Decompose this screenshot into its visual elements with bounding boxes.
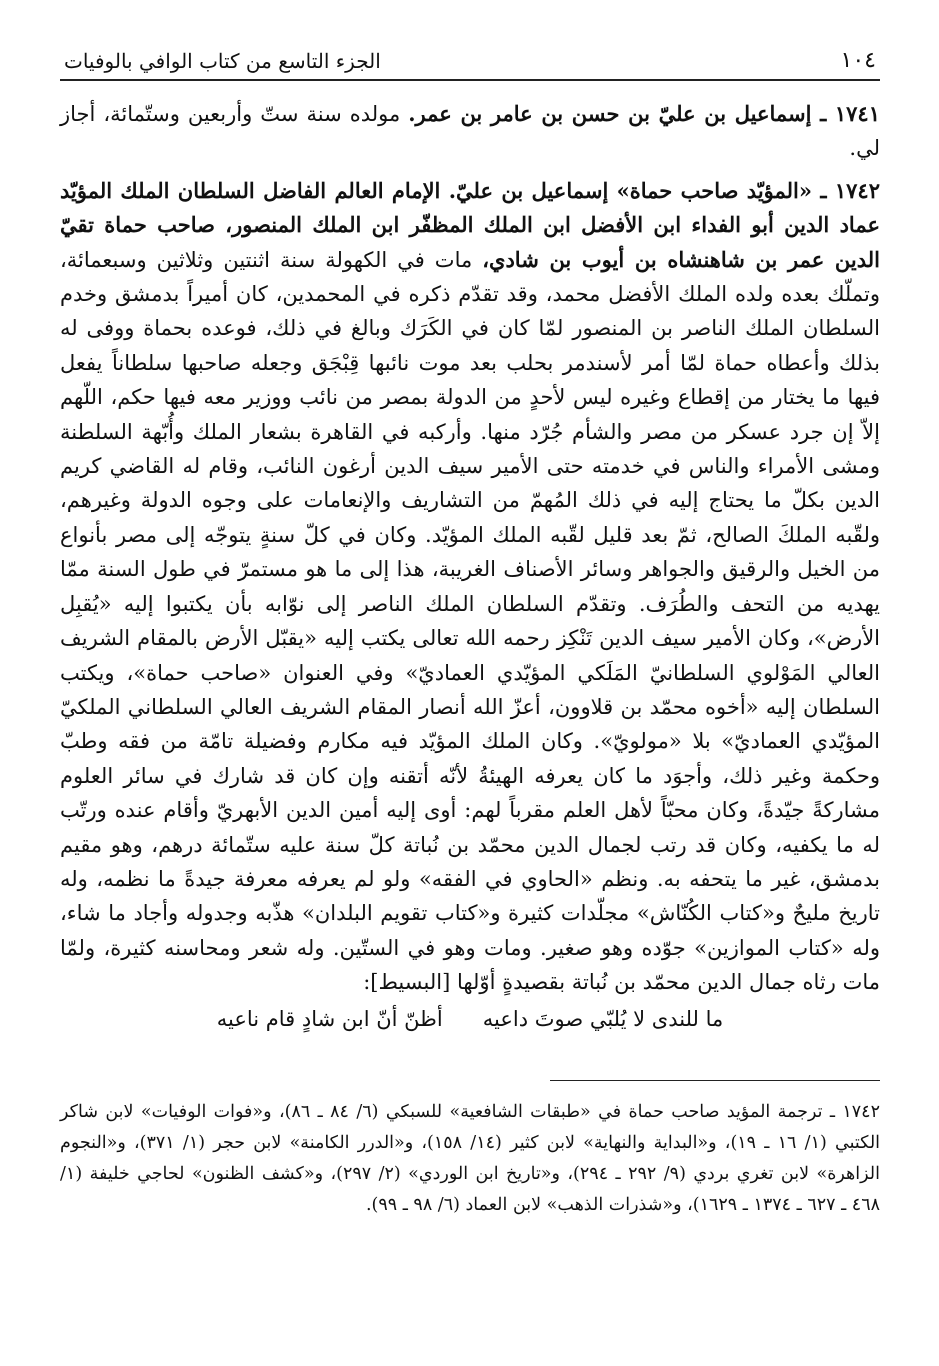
entry-1742 (60, 174, 880, 1000)
running-title: الجزء التاسع من كتاب الوافي بالوفيات (64, 49, 381, 73)
poem-verse (60, 1002, 880, 1036)
verse-hemistich-1: ما للندى لا يُلبّي صوتَ داعيه (482, 1006, 724, 1031)
footnote-text: ١٧٤٢ ـ ترجمة المؤيد صاحب حماة في «طبقات الشافعية» للسبكي (٦/ ٨٤ ـ ٨٦)، و«فوات الوفيات» لابن شاكر الكتبي (١/ ١٦ ـ ١٩)، و«البداية والنهاية» لابن كثير (١٤/ ١٥٨)، و«الدرر الكامنة» لابن حجر (١/ ٣٧١)، و«النجوم الزاهرة» لابن تغري بردي (٩/ ٢٩٢ ـ ٢٩٤)، و«تاريخ ابن الوردي» (٢/ ٢٩٧)، و«كشف الظنون» لحاجي خليفة (١/ ٤٦٨ ـ ٦٢٧ ـ ١٣٧٤ ـ ١٦٢٩)، و«شذرات الذهب» لابن العماد (٦/ ٩٨ ـ ٩٩). (60, 1101, 881, 1215)
footnote (60, 1097, 880, 1221)
running-header (60, 48, 880, 81)
main-text (60, 97, 880, 1036)
entry-text: مات في الكهولة سنة اثنتين وثلاثين وسبعمائة، وتملّك بعده ولده الملك الأفضل محمد، وقد تقدّم ذكره في المحمدين، كان أميراً بدمشق وخدم السلطان الملك الناصر بن المنصور لمّا كان في الكَرَك وبالغ في ذلك، فوعده بحماة ووفى له بذلك وأعطاه حماة لمّا أمر لأسندمر بحلب بعد موت نائبها قِبْجَق وجعله صاحبها سلطاناً يفعل فيها ما يختار من إقطاع وغيره ليس لأحدٍ من الدولة بمصر من نائب ووزير معه فيها حكم، اللّهم إلاّ إن جرد عسكر من مصر والشأم جُرّد منها. وأركبه في القاهرة بشعار الملك وأُبّهة السلطنة ومشى الأمراء والناس في خدمته حتى الأمير سيف الدين أرغون النائب، وقام له القاضي كريم الدين بكلّ ما يحتاج إليه في ذلك المُهمّ من التشاريف والإنعامات على وجوه الدولة وغيرهم، ولقّبه الملكَ الصالح، ثمّ بعد قليل لقّبه الملك المؤيّد. وكان في كلّ سنةٍ يتوجّه إلى مصر بأنواع من الخيل والرقيق والجواهر وسائر الأصناف الغريبة، هذا إلى ما هو مستمرّ في طول السنة ممّا يهديه من التحف والطُرَف. وتقدّم السلطان الملك الناصر إلى نوّابه بأن يكتبوا إليه «يُقبِل الأرض»، وكان الأمير سيف الدين تَنْكِز رحمه الله تعالى يكتب إليه «يقبّل الأرض بالمقام الشريف العالي المَوْلوي السلطانيّ المَلَكي المؤيّدي العماديّ» وفي العنوان «صاحب حماة»، ويكتب السلطان إليه «أخوه محمّد بن قلاوون، أعزّ الله أنصار المقام الشريف العالي السلطاني الملكيّ المؤيّدي العماديّ» بلا «مولويّ». وكان الملك المؤيّد فيه مكارم وفضيلة تامّة من فقه وطبّ وحكمة وغير ذلك، وأجوَد ما كان يعرفه الهيئةُ لأنّه أتقنه وإن كان قد شارك في سائر العلوم مشاركةً جيّدةً، وكان محبّاً لأهل العلم مقرباً لهم: أوى إليه أمين الدين الأبهريّ وأقام عنده ورتّب له ما يكفيه، وكان قد رتب لجمال الدين محمّد بن نُباتة كلّ سنة عليه ستّمائة درهم، وهو مقيم بدمشق، غير ما يتحفه به. ونظم «الحاوي في الفقه» ولو لم يعرفه معرفة جيدةً ما نظمه، وله تاريخ مليحٌ و«كتاب الكُنّاش» مجلّدات كثيرة و«كتاب تقويم البلدان» هذّبه وجدوله وأجاد ما شاء، وله «كتاب الموازين» جوّده وهو صغير. ومات وهو في الستّين. وله شعر ومحاسنه كثيرة، ولمّا مات رثاه جمال الدين محمّد بن نُباتة بقصيدةٍ أوّلها [البسيط]: (60, 247, 881, 995)
footnote-divider (550, 1080, 880, 1081)
verse-hemistich-2: أظنّ أنّ ابن شادٍ قام ناعيه (216, 1006, 443, 1031)
entry-heading: ١٧٤٢ ـ «المؤيّد صاحب حماة» إسماعيل بن عليّ. الإمام العالم الفاضل السلطان الملك المؤيّد عماد الدين أبو الفداء ابن الأفضل ابن الملك المظفّر ابن الملك المنصور، صاحب حماة تقيّ الدين عمر بن شاهنشاه بن أيوب بن شادي، (60, 177, 880, 272)
entry-paragraph (60, 97, 880, 166)
entry-heading: ١٧٤١ ـ إسماعيل بن عليّ بن حسن بن عامر بن عمر. (408, 101, 880, 126)
entry-paragraph (60, 174, 880, 1000)
entry-text: مولده سنة ستّ وأربعين وستّمائة، أجاز لي. (60, 102, 880, 161)
entry-1741 (60, 97, 880, 166)
book-page (60, 48, 880, 1221)
page-number: ١٠٤ (840, 48, 876, 73)
